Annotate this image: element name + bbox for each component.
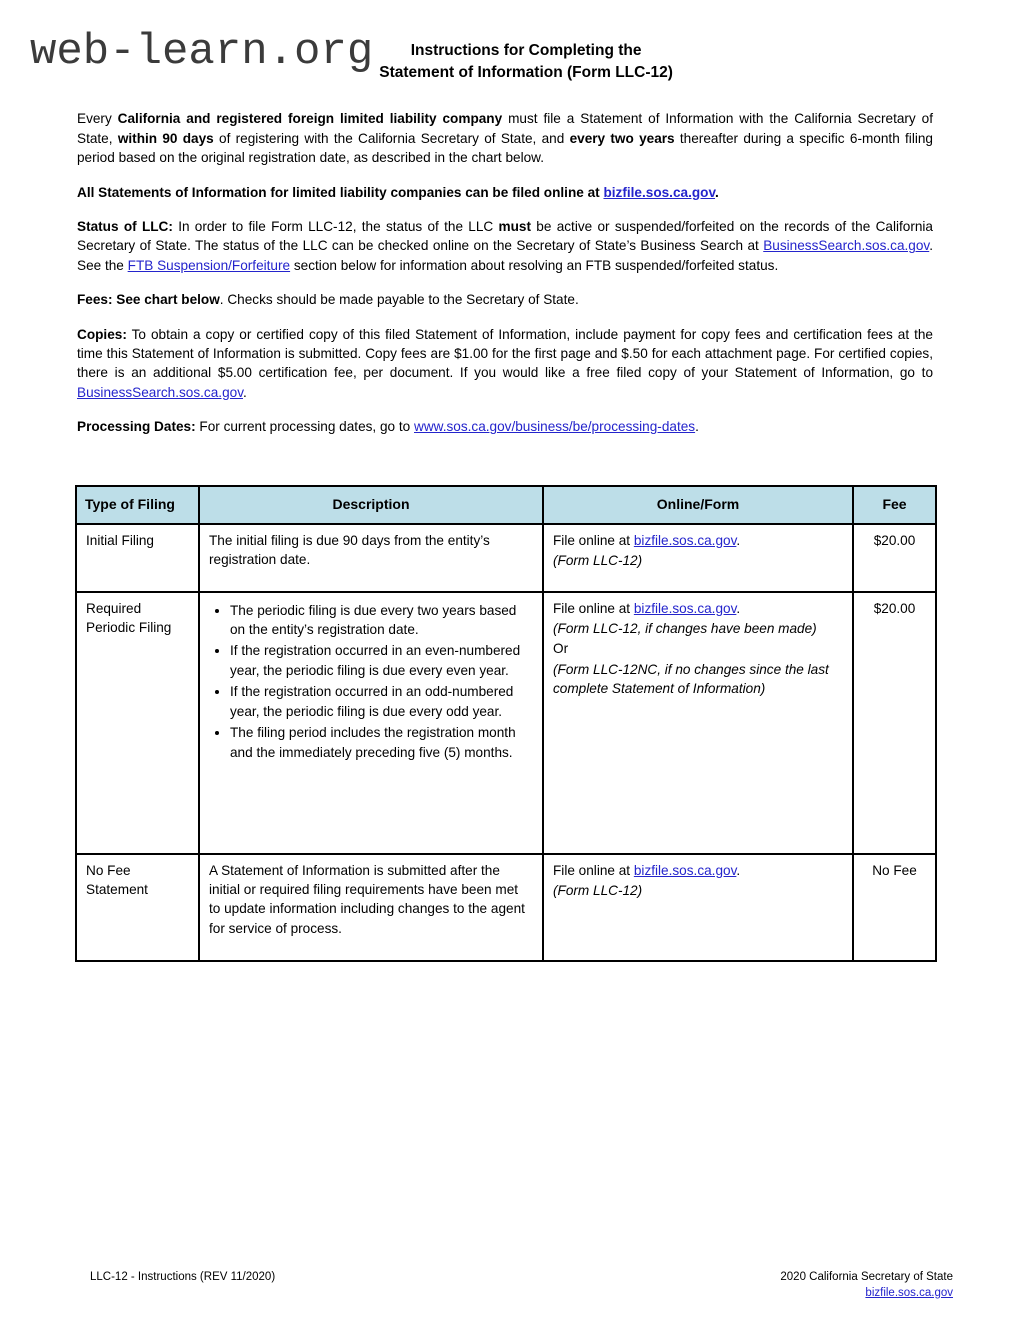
footer-form-id: LLC-12 - Instructions (REV 11/2020) — [90, 1271, 276, 1283]
text-segment: . Checks should be made payable to the Secretary of State. — [219, 292, 579, 308]
column-header-type-of-filing: Type of Filing — [76, 486, 199, 524]
cell-online-form — [543, 524, 853, 592]
online-form-line — [553, 861, 843, 880]
text-segment: . — [736, 600, 741, 616]
text-segment: File online at — [553, 862, 634, 878]
text-segment: . — [736, 862, 741, 878]
text-segment: (Form LLC-12, if changes have been made) — [553, 621, 817, 637]
online-form-line — [553, 551, 843, 570]
bullet-item: • If the registration occurred in an odd-numbered year, the periodic filing is due every odd year. — [230, 682, 533, 721]
cell-description — [199, 524, 543, 592]
text-segment: . — [736, 532, 741, 548]
online-form-line — [553, 619, 843, 638]
text-segment: be active or suspended/forfeited on the records of the California Secretary of State. The status of the LLC can be checked online on the Secretary of State’s Business Search at — [77, 219, 933, 254]
text-segment: File online at — [553, 532, 634, 548]
text-segment: (Form LLC-12) — [553, 883, 643, 899]
paragraph-copies — [77, 325, 933, 403]
text-segment: must — [498, 219, 532, 234]
text-segment: Fees: See chart below — [77, 292, 220, 308]
page-footer — [90, 1269, 953, 1301]
filing-info-table — [75, 485, 937, 962]
bullet-item: • The periodic filing is due every two years based on the entity’s registration date. — [230, 601, 533, 640]
link-www-sos-ca-gov-business-be-processing-dates[interactable]: www.sos.ca.gov/business/be/processing-dates — [414, 419, 696, 435]
cell-fee: No Fee — [853, 854, 936, 961]
text-segment: The initial filing is due 90 days from the entity’s registration date. — [209, 532, 490, 568]
text-segment: Every — [77, 111, 118, 127]
text-segment: . See the — [77, 238, 933, 273]
text-segment: every two years — [569, 130, 675, 146]
description-line — [209, 531, 533, 570]
cell-type-of-filing: Required Periodic Filing — [76, 592, 199, 854]
text-segment: All Statements of Information for limited liability companies can be filed online at — [77, 184, 604, 200]
filing-table-body — [76, 524, 936, 961]
text-segment: Or — [553, 641, 569, 657]
text-segment: Status of LLC: — [77, 219, 173, 234]
text-segment: To obtain a copy or certified copy of this filed Statement of Information, include payment for copy fees and certification fees at the time this Statement of Information is submitted. Copy fees are $1.00 for the first page and $.50 for each attachment page. For certified copies, there is an additional $5.00 certification fee, per document. If you would like a free filed copy of your Statement of Information, go to — [77, 326, 933, 381]
text-segment: section below for information about resolving an FTB suspended/forfeited status. — [290, 257, 779, 273]
link-bizfile-sos-ca-gov[interactable]: bizfile.sos.ca.gov — [603, 184, 716, 200]
paragraph-processing-dates — [77, 417, 933, 436]
online-form-line — [553, 531, 843, 550]
text-segment: For current processing dates, go to — [195, 419, 414, 435]
paragraph-intro — [77, 109, 933, 167]
text-segment: (Form LLC-12) — [553, 553, 643, 569]
paragraph-online-filing — [77, 183, 933, 202]
paragraph-fees — [77, 290, 933, 309]
page-title-line1: Instructions for Completing the — [410, 42, 642, 59]
link-bizfile-sos-ca-gov[interactable]: bizfile.sos.ca.gov — [633, 600, 737, 616]
text-segment: . — [695, 419, 699, 435]
link-businesssearch-sos-ca-gov[interactable]: BusinessSearch.sos.ca.gov — [763, 238, 930, 254]
text-segment: A Statement of Information is submitted after the initial or required filing requirements have been met to update information including changes to the agent for service of process. — [209, 862, 525, 936]
bullet-item: • If the registration occurred in an even-numbered year, the periodic filing is due every even year. — [230, 641, 533, 680]
column-header-description: Description — [199, 486, 543, 524]
online-form-line — [553, 639, 843, 658]
text-segment: File online at — [553, 600, 634, 616]
link-businesssearch-sos-ca-gov[interactable]: BusinessSearch.sos.ca.gov — [77, 384, 243, 400]
description-bullet-list — [209, 601, 533, 762]
text-segment: thereafter during a specific 6-month filing period based on the original registration date, as described in the chart below. — [77, 130, 933, 166]
cell-fee: $20.00 — [853, 524, 936, 592]
online-form-line — [553, 660, 843, 699]
text-segment: . — [715, 184, 719, 200]
text-segment: Processing Dates: — [77, 419, 196, 435]
text-segment: (Form LLC-12NC, if no changes since the last complete Statement of Information) — [553, 661, 829, 697]
masthead — [30, 27, 933, 83]
bullet-item: • The filing period includes the registration month and the immediately preceding five (5) months. — [230, 723, 533, 762]
cell-description — [199, 854, 543, 961]
page-title-line2: Statement of Information (Form LLC-12) — [379, 63, 673, 81]
footer-link-bizfile[interactable]: bizfile.sos.ca.gov — [865, 1287, 953, 1299]
table-row — [76, 854, 936, 961]
link-bizfile-sos-ca-gov[interactable]: bizfile.sos.ca.gov — [633, 532, 737, 548]
description-line — [209, 861, 533, 939]
link-bizfile-sos-ca-gov[interactable]: bizfile.sos.ca.gov — [633, 862, 737, 878]
table-header-row — [76, 486, 936, 524]
text-segment: . — [242, 384, 247, 400]
table-row — [76, 592, 936, 854]
paragraph-status-of-llc — [77, 217, 933, 275]
column-header-fee: Fee — [853, 486, 936, 524]
cell-type-of-filing: No Fee Statement — [76, 854, 199, 961]
text-segment: within 90 days — [117, 130, 214, 146]
table-row — [76, 524, 936, 592]
cell-online-form — [543, 854, 853, 961]
site-logo: web-learn.org — [30, 27, 374, 77]
online-form-line — [553, 599, 843, 618]
cell-type-of-filing: Initial Filing — [76, 524, 199, 592]
link-ftb-suspension-forfeiture[interactable]: FTB Suspension/Forfeiture — [127, 257, 291, 273]
footer-right — [780, 1269, 953, 1301]
text-segment: In order to file Form LLC-12, the status of the LLC — [172, 219, 499, 234]
page-title — [379, 30, 673, 83]
text-segment: California and registered foreign limited liability company — [117, 111, 503, 127]
text-segment: Copies: — [77, 326, 127, 342]
text-segment: of registering with the California Secretary of State, and — [213, 130, 570, 146]
text-segment: must file a Statement of Information with the California Secretary of State, — [77, 111, 933, 146]
column-header-online-form: Online/Form — [543, 486, 853, 524]
cell-fee: $20.00 — [853, 592, 936, 854]
cell-online-form — [543, 592, 853, 854]
footer-copyright: 2020 California Secretary of State — [780, 1271, 953, 1283]
online-form-line — [553, 881, 843, 900]
cell-description — [199, 592, 543, 854]
